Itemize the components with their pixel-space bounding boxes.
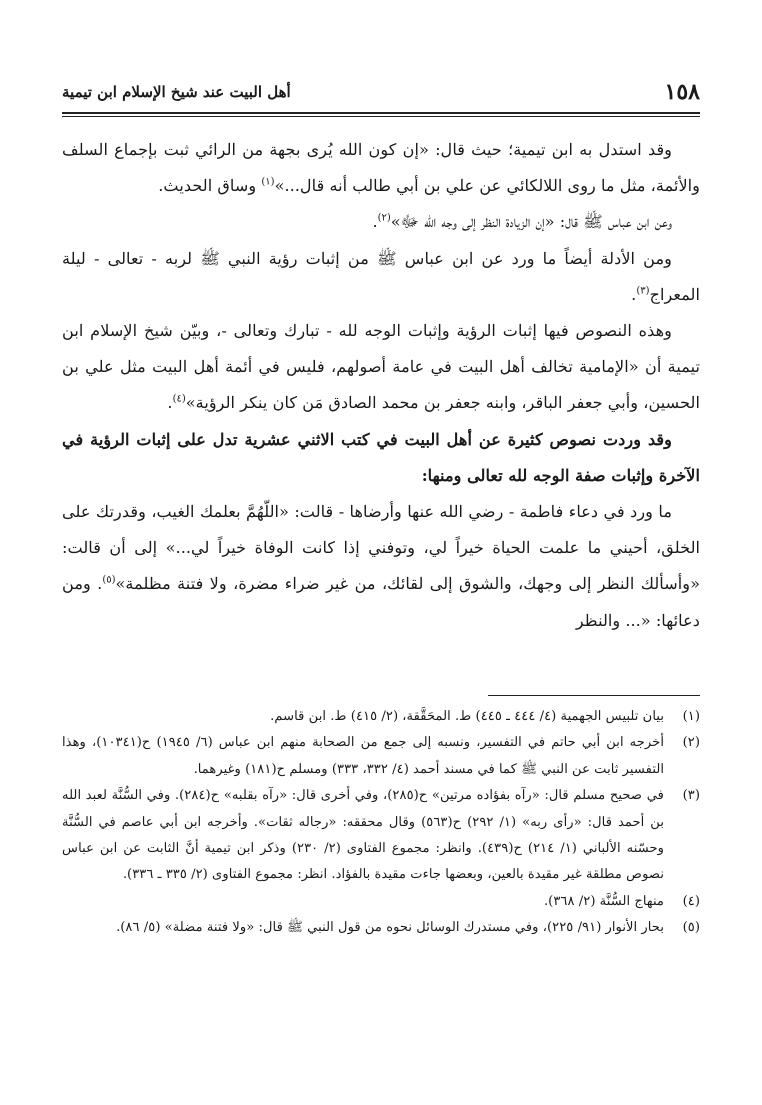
- footnote-text: أخرجه ابن أبي حاتم في التفسير، ونسبه إلى جمع من الصحابة منهم ابن عباس (٦/ ١٩٤٥) ح(١٠٣٤١)، وهذا التفسير ثابت عن النبي ﷺ كما في مسند أحمد (٤/ ٣٣٢، ٣٣٣) ومسلم ح(١٨١) وغيرهما.: [62, 735, 664, 777]
- footnote-rule: [488, 695, 700, 696]
- paragraph-text: ومن الأدلة أيضاً ما ورد عن ابن عباس ﷺ من إثبات رؤية النبي ﷺ لربه - تعالى - ليلة المعراج: [62, 248, 700, 304]
- footnote: [62, 704, 700, 730]
- paragraph: [62, 241, 700, 313]
- running-title: أهل البيت عند شيخ الإسلام ابن تيمية: [62, 83, 291, 101]
- footnote: [62, 730, 700, 783]
- paragraph: [62, 494, 700, 639]
- footnote-text: بحار الأنوار (٩١/ ٢٢٥)، وفي مستدرك الوسائل نحوه من قول النبي ﷺ قال: «ولا فتنة مضلة» (٥/ ٨٦).: [116, 920, 664, 936]
- header-rule: [62, 112, 700, 117]
- page-header: [62, 72, 700, 112]
- page-number: ١٥٨: [664, 79, 700, 105]
- bold-paragraph: وقد وردت نصوص كثيرة عن أهل البيت في كتب الاثني عشرية تدل على إثبات الرؤية في الآخرة وإثبات صفة الوجه لله تعالى ومنها:: [62, 429, 700, 485]
- footnote: [62, 889, 700, 915]
- paragraph-tail: .: [372, 212, 378, 232]
- footnote-ref: (٢): [377, 213, 391, 225]
- footnote-ref: (٣): [636, 285, 650, 297]
- footnote-number: (٤): [682, 893, 700, 909]
- footnote: [62, 783, 700, 889]
- footnote-ref: (١): [261, 176, 275, 188]
- footnote: [62, 915, 700, 941]
- paragraph-tail: .: [167, 393, 173, 413]
- paragraph: [62, 132, 700, 204]
- paragraph-text: ما ورد في دعاء فاطمة - رضي الله عنها وأرضاها - قالت: «اللّهُمَّ بعلمك الغيب، وقدرتك على الخلق، أحيني ما علمت الحياة خيراً لي، وتوفني إذا كانت الوفاة خيراً لي...» إلى أن قالت: «وأسألك النظر إلى وجهك، والشوق إلى لقائك، من غير ضراء مضرة، ولا فتنة مظلمة»: [62, 502, 700, 594]
- paragraph-text: وقد استدل به ابن تيمية؛ حيث قال: «إن كون الله يُرى بجهة من الرائي ثبت بإجماع السلف والأئمة، مثل ما روى اللالكائي عن علي بن أبي طالب أنه قال...»: [62, 140, 700, 196]
- paragraph-tail: . ومن دعائها: «... والنظر: [62, 574, 700, 630]
- footnote-ref: (٤): [172, 394, 186, 406]
- paragraph-text: وعن ابن عباس ﷺ قال: «إن الزيادة النظر إلى وجه الله ﷻ»: [390, 212, 672, 232]
- main-text: [62, 132, 700, 639]
- paragraph: [62, 204, 700, 240]
- footnote-text: منهاج السُّنَّة (٢/ ٣٦٨).: [543, 893, 664, 909]
- footnote-text: بيان تلبيس الجهمية (٤/ ٤٤٤ ـ ٤٤٥) ط. المحَقَّقة، (٢/ ٤١٥) ط. ابن قاسم.: [270, 709, 664, 724]
- paragraph-text: وهذه النصوص فيها إثبات الرؤية وإثبات الوجه لله - تبارك وتعالى -، وبيّن شيخ الإسلام ابن تيمية أن «الإمامية تخالف أهل البيت في عامة أصولهم، فليس في أئمة أهل البيت مثل علي بن الحسين، وأبي جعفر الباقر، وابنه جعفر بن محمد الصادق مَن كان ينكر الرؤية»: [62, 321, 700, 413]
- footnotes: [62, 704, 700, 942]
- footnote-number: (١): [682, 709, 700, 724]
- paragraph-tail: وساق الحديث.: [158, 176, 262, 196]
- footnote-text: في صحيح مسلم قال: «رآه بفؤاده مرتين» ح(٢٨٥)، وفي أخرى قال: «رآه بقلبه» ح(٢٨٤). وفي السُّنَّة لعبد الله بن أحمد قال: «رأى ربه» (١/ ٢٩٢) ح(٥٦٣) وقال محققه: «رجاله ثقات». وأخرجه ابن أبي عاصم في السُّنَّة وحسّنه الألباني (١/ ٢١٤) ح(٤٣٩). وانظر: مجموع الفتاوى (٢/ ٢٣٠) وذكر ابن تيمية أنَّ الثابت عن ابن عباس نصوص مطلقة غير مقيدة بالعين، وبعضها جاءت مقيدة بالفؤاد. انظر: مجموع الفتاوى (٢/ ٣٣٥ ـ ٣٣٦).: [62, 788, 664, 883]
- footnote-ref: (٥): [102, 575, 116, 587]
- footnote-number: (٢): [682, 735, 700, 751]
- footnote-number: (٥): [682, 920, 700, 936]
- paragraph: [62, 313, 700, 422]
- footnote-number: (٣): [682, 788, 700, 804]
- paragraph-tail: .: [631, 284, 637, 304]
